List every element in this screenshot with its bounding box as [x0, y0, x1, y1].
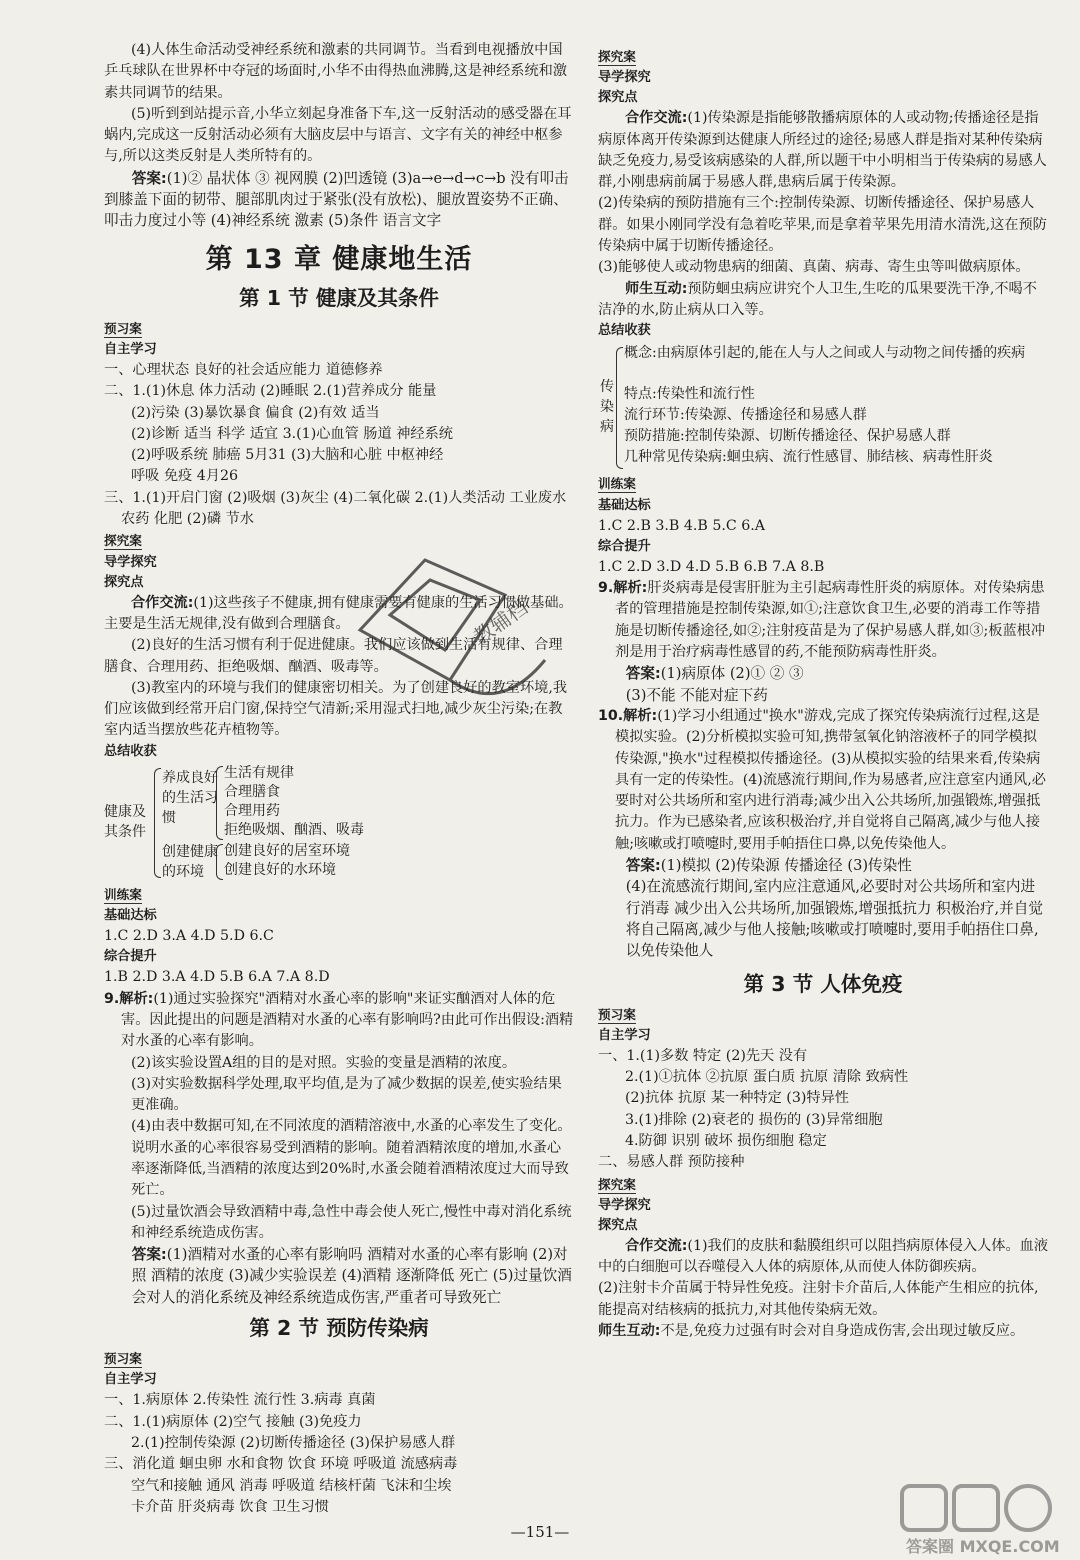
answer-label: 答案:	[131, 1246, 167, 1264]
coop-text: (2)良好的生活习惯有利于促进健康。我们应该做到生活有规律、合理膳食、合理用药、拒绝吸烟、酗酒、吸毒等。	[104, 637, 563, 675]
comprehensive-label: 综合提升	[104, 949, 157, 965]
tree-leaf: 合理用药	[224, 802, 280, 819]
tree-leaf: 预防措施:控制传染源、切断传播途径、保护易感人群	[624, 428, 951, 445]
self-study-label: 自主学习	[104, 341, 157, 357]
study-line: 三、1.(1)开启门窗 (2)吸烟 (3)灰尘 (4)二氧化碳 2.(1)人类活动 工业废水 农药 化肥 (2)磷 节水	[104, 489, 567, 528]
tree-leaf: 流行环节:传染源、传播途径和易感人群	[624, 407, 867, 424]
coop-text: (3)教室内的环境与我们的健康密切相关。为了创建良好的教室环境,我们应该做到经常开启门窗,保持空气清新;采用湿式扫地,减少灰尘污染;在教室内适当摆放些花卉植物等。	[104, 679, 568, 739]
watermark-logo-icon	[898, 1480, 1073, 1560]
preview-label: 预习案	[104, 320, 142, 336]
coop-text: (1)这些孩子不健康,拥有健康需要有健康的生活习惯做基础。主要是生活无规律,没有做到合理膳食。	[104, 594, 573, 632]
paragraph: (4)人体生命活动受神经系统和激素的共同调节。当看到电视播放中国乒乓球队在世界杯中夺冠的场面时,小华不由得热血沸腾,这是神经系统和激素共同调节的结果。	[104, 42, 568, 101]
coop-text: (1)我们的皮肤和黏膜组织可以阻挡病原体侵入人体。血液中的白细胞可以吞噬侵入人体的病原体,从而使人体防御疾病。	[598, 1237, 1049, 1276]
brace-icon	[216, 766, 223, 840]
answer-label: 答案:	[625, 857, 661, 875]
stamp-icon	[330, 540, 570, 740]
study-line: (2)诊断 适当 科学 适宜 3.(1)心血管 肠道 神经系统	[130, 425, 453, 442]
section-title: 第 3 节 人体免疫	[743, 971, 903, 996]
tree-leaf: 创建良好的水环境	[224, 861, 336, 878]
analysis-label: 9.解析:	[104, 990, 154, 1007]
study-line: 一、1.(1)多数 特定 (2)先天 没有	[598, 1047, 808, 1064]
analysis-text: (3)对实验数据科学处理,取平均值,是为了减少数据的误差,使实验结果更准确。	[130, 1075, 562, 1114]
study-line: 2.(1)①抗体 ②抗原 蛋白质 抗原 清除 致病性	[624, 1069, 909, 1086]
analysis-text: (1)学习小组通过"换水"游戏,完成了探究传染病流行过程,这是模拟实验。(2)分析模拟实验可知,携带氢氧化钠溶液杯子的同学模拟传染源,"换水"过程模拟传播途径。(3)从模拟实验的结果来看,传染病具有一定的传染性。(4)流感流行期间,作为易感者,应注意室内通风,必要时对公共场所和室内进行消毒;减少出入公共场所,加强锻炼,增强抵抗力。作为已感染者,应该积极治疗,并自觉将自己隔离,减少与他人接触;咳嗽或打喷嚏时,要用手帕捂住口鼻,以免传染他人。	[615, 707, 1046, 852]
tree-leaf: 合理膳食	[224, 783, 280, 800]
study-line: 4.防御 识别 破坏 损伤细胞 稳定	[624, 1132, 827, 1149]
comprehensive-answers: 1.B 2.D 3.A 4.D 5.B 6.A 7.A 8.D	[104, 969, 330, 986]
stamp-text: 教辅档	[469, 595, 533, 650]
explore-point-label: 探究点	[598, 90, 638, 106]
tree-branch: 创建健康的环境	[162, 843, 218, 880]
basic-answers: 1.C 2.B 3.B 4.B 5.C 6.A	[598, 517, 766, 534]
teacher-label: 师生互动:	[624, 280, 688, 297]
study-line: (2)污染 (3)暴饮暴食 偏食 (2)有效 适当	[130, 404, 380, 421]
brace-icon	[216, 844, 223, 880]
tree-leaf: 生活有规律	[224, 764, 294, 781]
study-line: 2.(1)控制传染源 (2)切断传播途径 (3)保护易感人群	[130, 1434, 456, 1451]
analysis-text: (2)该实验设置A组的目的是对照。实验的变量是酒精的浓度。	[130, 1054, 517, 1071]
study-line: 二、易感人群 预防接种	[598, 1154, 745, 1171]
explore-label: 探究案	[598, 1176, 636, 1192]
analysis-text: 肝炎病毒是侵害肝脏为主引起病毒性肝炎的病原体。对传染病患者的管理措施是控制传染源,如①;注意饮食卫生,必要的消毒工作等措施是切断传播途径,如②;注射疫苗是为了保护易感人群,如③;板蓝根冲剂是用于治疗病毒性感冒的药,不能预防病毒性肝炎。	[615, 580, 1046, 661]
study-line: 一、心理状态 良好的社会适应能力 道德修养	[104, 361, 383, 378]
tree-leaf: 概念:由病原体引起的,能在人与人之间或人与动物之间传播的疾病	[624, 345, 1026, 362]
coop-label: 合作交流:	[624, 1237, 688, 1254]
study-line: 二、1.(1)休息 体力活动 (2)睡眠 2.(1)营养成分 能量	[104, 383, 437, 400]
study-line: 卡介苗 肝炎病毒 饮食 卫生习惯	[130, 1498, 329, 1515]
answer-text: (1)② 晶状体 ③ 视网膜 (2)凹透镜 (3)a→e→d→c→b 没有叩击到膝盖下面的韧带、腿部肌肉过于紧张(没有放松)、腿放置姿势不正确、叩击力度过小等 (4)神经系统 激素 (5)条件 语言文字	[104, 169, 569, 230]
preview-label: 预习案	[104, 1351, 142, 1367]
chapter-title: 第 13 章 健康地生活	[205, 243, 473, 275]
coop-text: (3)能够使人或动物患病的细菌、真菌、病毒、寄生虫等叫做病原体。	[598, 259, 1030, 276]
tree-root: 传染病	[600, 379, 614, 436]
coop-text: (2)注射卡介苗属于特异性免疫。注射卡介苗后,人体能产生相应的抗体,能提高对结核病的抵抗力,对其他传染病无效。	[598, 1280, 1039, 1318]
coop-text: (2)传染病的预防措施有三个:控制传染源、切断传播途径、保护易感人群。如果小刚同学没有急着吃苹果,而是拿着苹果先用清水清洗,这在预防传染病中属于切断传播途径。	[598, 195, 1047, 255]
guide-label: 导学探究	[104, 554, 157, 570]
study-line: 空气和接触 通风 消毒 呼吸道 结核杆菌 飞沫和尘埃	[130, 1477, 452, 1494]
tree-root: 健康及其条件	[104, 803, 146, 840]
answer-text: (1)模拟 (2)传染源 传播途径 (3)传染性	[660, 857, 912, 875]
paragraph: (5)听到到站提示音,小华立刻起身准备下车,这一反射活动的感受器在耳蜗内,完成这一反射活动必须有大脑皮层中与语言、文字有关的神经中枢参与,所以这类反射是人类所特有的。	[104, 105, 572, 165]
coop-label: 合作交流:	[130, 594, 194, 611]
analysis-label: 9.解析:	[598, 580, 648, 597]
health-concept-tree	[104, 764, 574, 882]
teacher-label: 师生互动:	[598, 1323, 661, 1340]
section-title: 第 2 节 预防传染病	[249, 1316, 429, 1341]
comprehensive-answers: 1.C 2.D 3.D 4.D 5.B 6.B 7.A 8.B	[598, 558, 825, 575]
self-study-label: 自主学习	[598, 1027, 651, 1043]
tree-leaf: 几种常见传染病:蛔虫病、流行性感冒、肺结核、病毒性肝炎	[624, 449, 993, 466]
left-column	[104, 40, 574, 1518]
answer-text: (1)酒精对水蚤的心率有影响吗 酒精对水蚤的心率有影响 (2)对照 酒精的浓度 (3)减少实验误差 (4)酒精 逐渐降低 死亡 (5)过量饮酒会对人的消化系统及神经系统造成伤害,严重者可导致死亡	[131, 1246, 572, 1306]
tree-leaf: 创建良好的居室环境	[224, 842, 350, 859]
analysis-text: (4)由表中数据可知,在不同浓度的酒精溶液中,水蚤的心率发生了变化。说明水蚤的心率很容易受到酒精的影响。随着酒精浓度的增加,水蚤心率逐渐降低,当酒精的浓度达到20%时,水蚤会随着酒精浓度过大而导致死亡。	[130, 1118, 572, 1199]
tree-branch: 养成良好的生活习惯	[162, 769, 218, 826]
training-label: 训练案	[104, 886, 142, 902]
summary-label: 总结收获	[104, 743, 157, 759]
self-study-label: 自主学习	[104, 1372, 157, 1388]
right-column	[598, 40, 1048, 1342]
watermark-text: 答案圈 MXQE.COM	[906, 1537, 1060, 1556]
tree-leaf: 特点:传染性和流行性	[624, 386, 755, 403]
teacher-text: 不是,免疫力过强有时会对自身造成伤害,会出现过敏反应。	[660, 1323, 1025, 1340]
explore-label: 探究案	[104, 533, 142, 549]
guide-label: 导学探究	[598, 1197, 651, 1213]
study-line: 一、1.病原体 2.传染性 流行性 3.病毒 真菌	[104, 1392, 376, 1409]
answer-label: 答案:	[131, 169, 167, 187]
study-line: 呼吸 免疫 4月26	[130, 468, 239, 485]
tree-leaf: 拒绝吸烟、酗酒、吸毒	[224, 821, 364, 838]
coop-label: 合作交流:	[624, 110, 688, 127]
teacher-text: 预防蛔虫病应讲究个人卫生,生吃的瓜果要洗干净,不喝不洁净的水,防止病从口入等。	[598, 280, 1037, 318]
guide-label: 导学探究	[598, 70, 651, 86]
answer-text: (4)在流感流行期间,室内应注意通风,必要时对公共场所和室内进行消毒 减少出入公共场所,加强锻炼,增强抵抗力 积极治疗,并自觉将自己隔离,减少与他人接触;咳嗽或打喷嚏时,要用手帕捂住口鼻,以免传染他人	[625, 878, 1043, 960]
explore-point-label: 探究点	[598, 1217, 638, 1233]
study-line: 3.(1)排除 (2)衰老的 损伤的 (3)异常细胞	[624, 1111, 883, 1128]
training-label: 训练案	[598, 476, 636, 492]
study-line: 三、消化道 蛔虫卵 水和食物 饮食 环境 呼吸道 流感病毒	[104, 1456, 458, 1473]
section-title: 第 1 节 健康及其条件	[239, 285, 439, 310]
comprehensive-label: 综合提升	[598, 538, 651, 554]
brace-icon	[616, 347, 623, 469]
study-line: (2)呼吸系统 肺癌 5月31 (3)大脑和心脏 中枢神经	[130, 447, 444, 464]
study-line: (2)抗体 抗原 某一种特定 (3)特异性	[624, 1090, 849, 1107]
basic-label: 基础达标	[104, 908, 157, 924]
coop-text: (1)传染源是指能够散播病原体的人或动物;传播途径是指病原体离开传染源到达健康人所经过的途径;易感人群是指对某种传染病缺乏免疫力,易受该病感染的人群,所以题干中小明相当于传染病的易感人群,小刚患病前属于易感人群,患病后属于传染源。	[598, 110, 1047, 191]
basic-label: 基础达标	[598, 497, 651, 513]
explore-point-label: 探究点	[104, 574, 144, 590]
brace-icon	[154, 768, 161, 878]
basic-answers: 1.C 2.D 3.A 4.D 5.D 6.C	[104, 928, 274, 945]
preview-label: 预习案	[598, 1006, 636, 1022]
infectious-disease-tree	[598, 343, 1048, 471]
analysis-label: 10.解析:	[598, 707, 658, 724]
analysis-text: (1)通过实验探究"酒精对水蚤心率的影响"来证实酗酒对人体的危害。因此提出的问题是酒精对水蚤的心率有影响吗?由此可作出假设:酒精对水蚤的心率有影响。	[121, 990, 574, 1050]
analysis-text: (5)过量饮酒会导致酒精中毒,急性中毒会使人死亡,慢性中毒对消化系统和神经系统造成伤害。	[130, 1203, 572, 1241]
page-number: —151—	[510, 1523, 570, 1541]
answer-text: (1)病原体 (2)① ② ③	[660, 665, 804, 683]
explore-label: 探究案	[598, 49, 636, 64]
study-line: 二、1.(1)病原体 (2)空气 接触 (3)免疫力	[104, 1413, 362, 1430]
answer-text: (3)不能 不能对症下药	[625, 686, 768, 704]
summary-label: 总结收获	[598, 323, 651, 339]
answer-label: 答案:	[625, 665, 661, 683]
